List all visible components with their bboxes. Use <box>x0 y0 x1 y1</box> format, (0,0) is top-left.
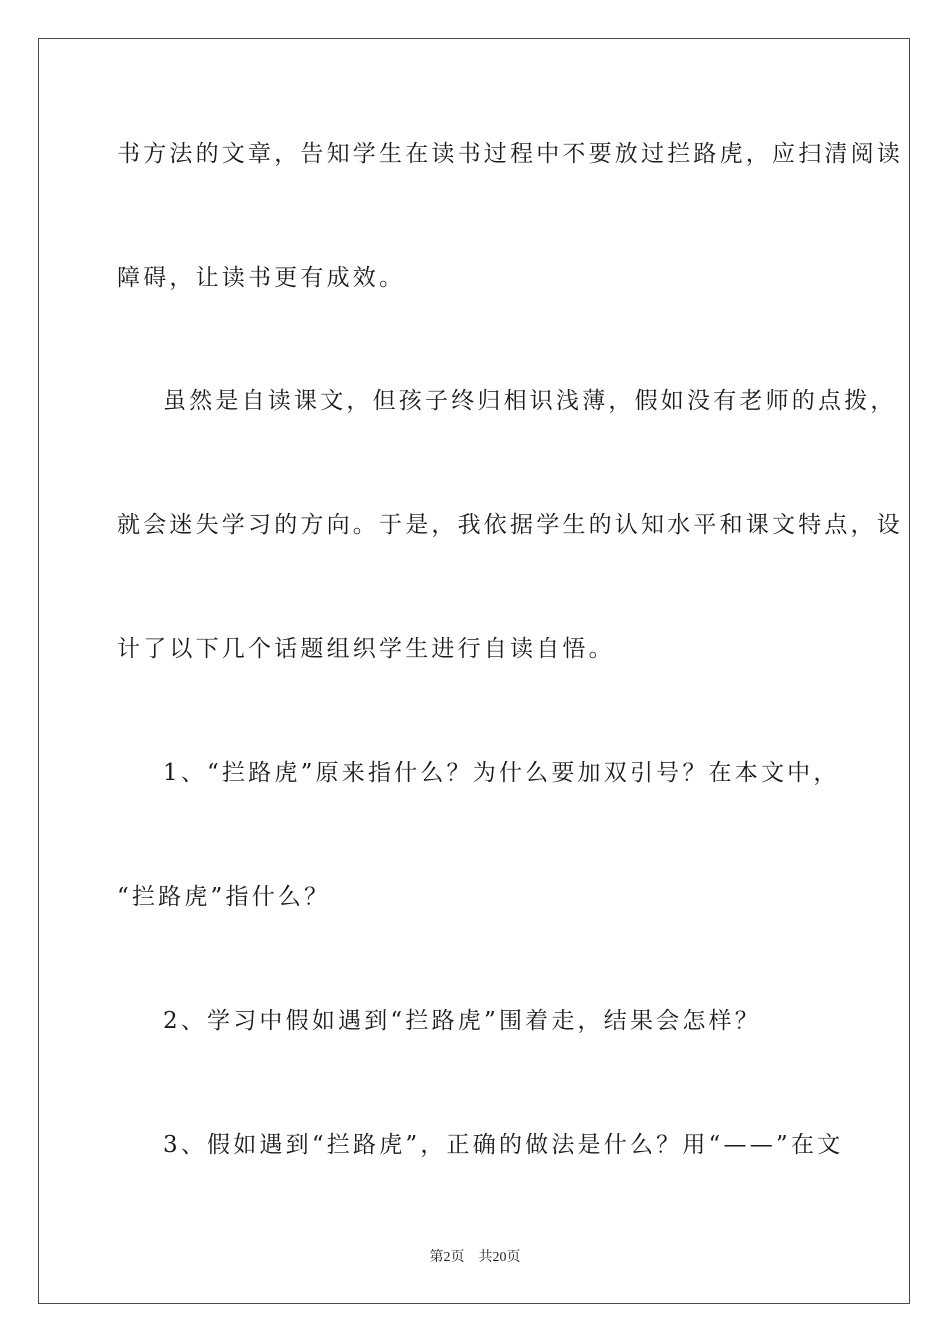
page-total: 共20页 <box>478 1250 521 1265</box>
paragraph-line-3: 虽然是自读课文，但孩子终归相识浅薄，假如没有老师的点拨， <box>163 388 897 414</box>
page-number: 第2页 <box>429 1250 465 1265</box>
list-item-3-line-1: 3、假如遇到“拦路虎”，正确的做法是什么？用“——”在文 <box>163 1132 844 1158</box>
page-border <box>38 38 910 1304</box>
paragraph-line-5: 计了以下几个话题组织学生进行自读自悟。 <box>117 636 615 662</box>
page-footer <box>0 1246 950 1266</box>
list-item-1-line-2: “拦路虎”指什么？ <box>117 884 331 910</box>
paragraph-line-1: 书方法的文章，告知学生在读书过程中不要放过拦路虎，应扫清阅读 <box>117 141 903 167</box>
paragraph-line-2: 障碍，让读书更有成效。 <box>117 265 406 291</box>
list-item-1-line-1: 1、“拦路虎”原来指什么？为什么要加双引号？在本文中， <box>163 760 840 786</box>
paragraph-line-4: 就会迷失学习的方向。于是，我依据学生的认知水平和课文特点，设 <box>117 512 903 538</box>
list-item-2: 2、学习中假如遇到“拦路虎”围着走，结果会怎样？ <box>163 1008 761 1034</box>
